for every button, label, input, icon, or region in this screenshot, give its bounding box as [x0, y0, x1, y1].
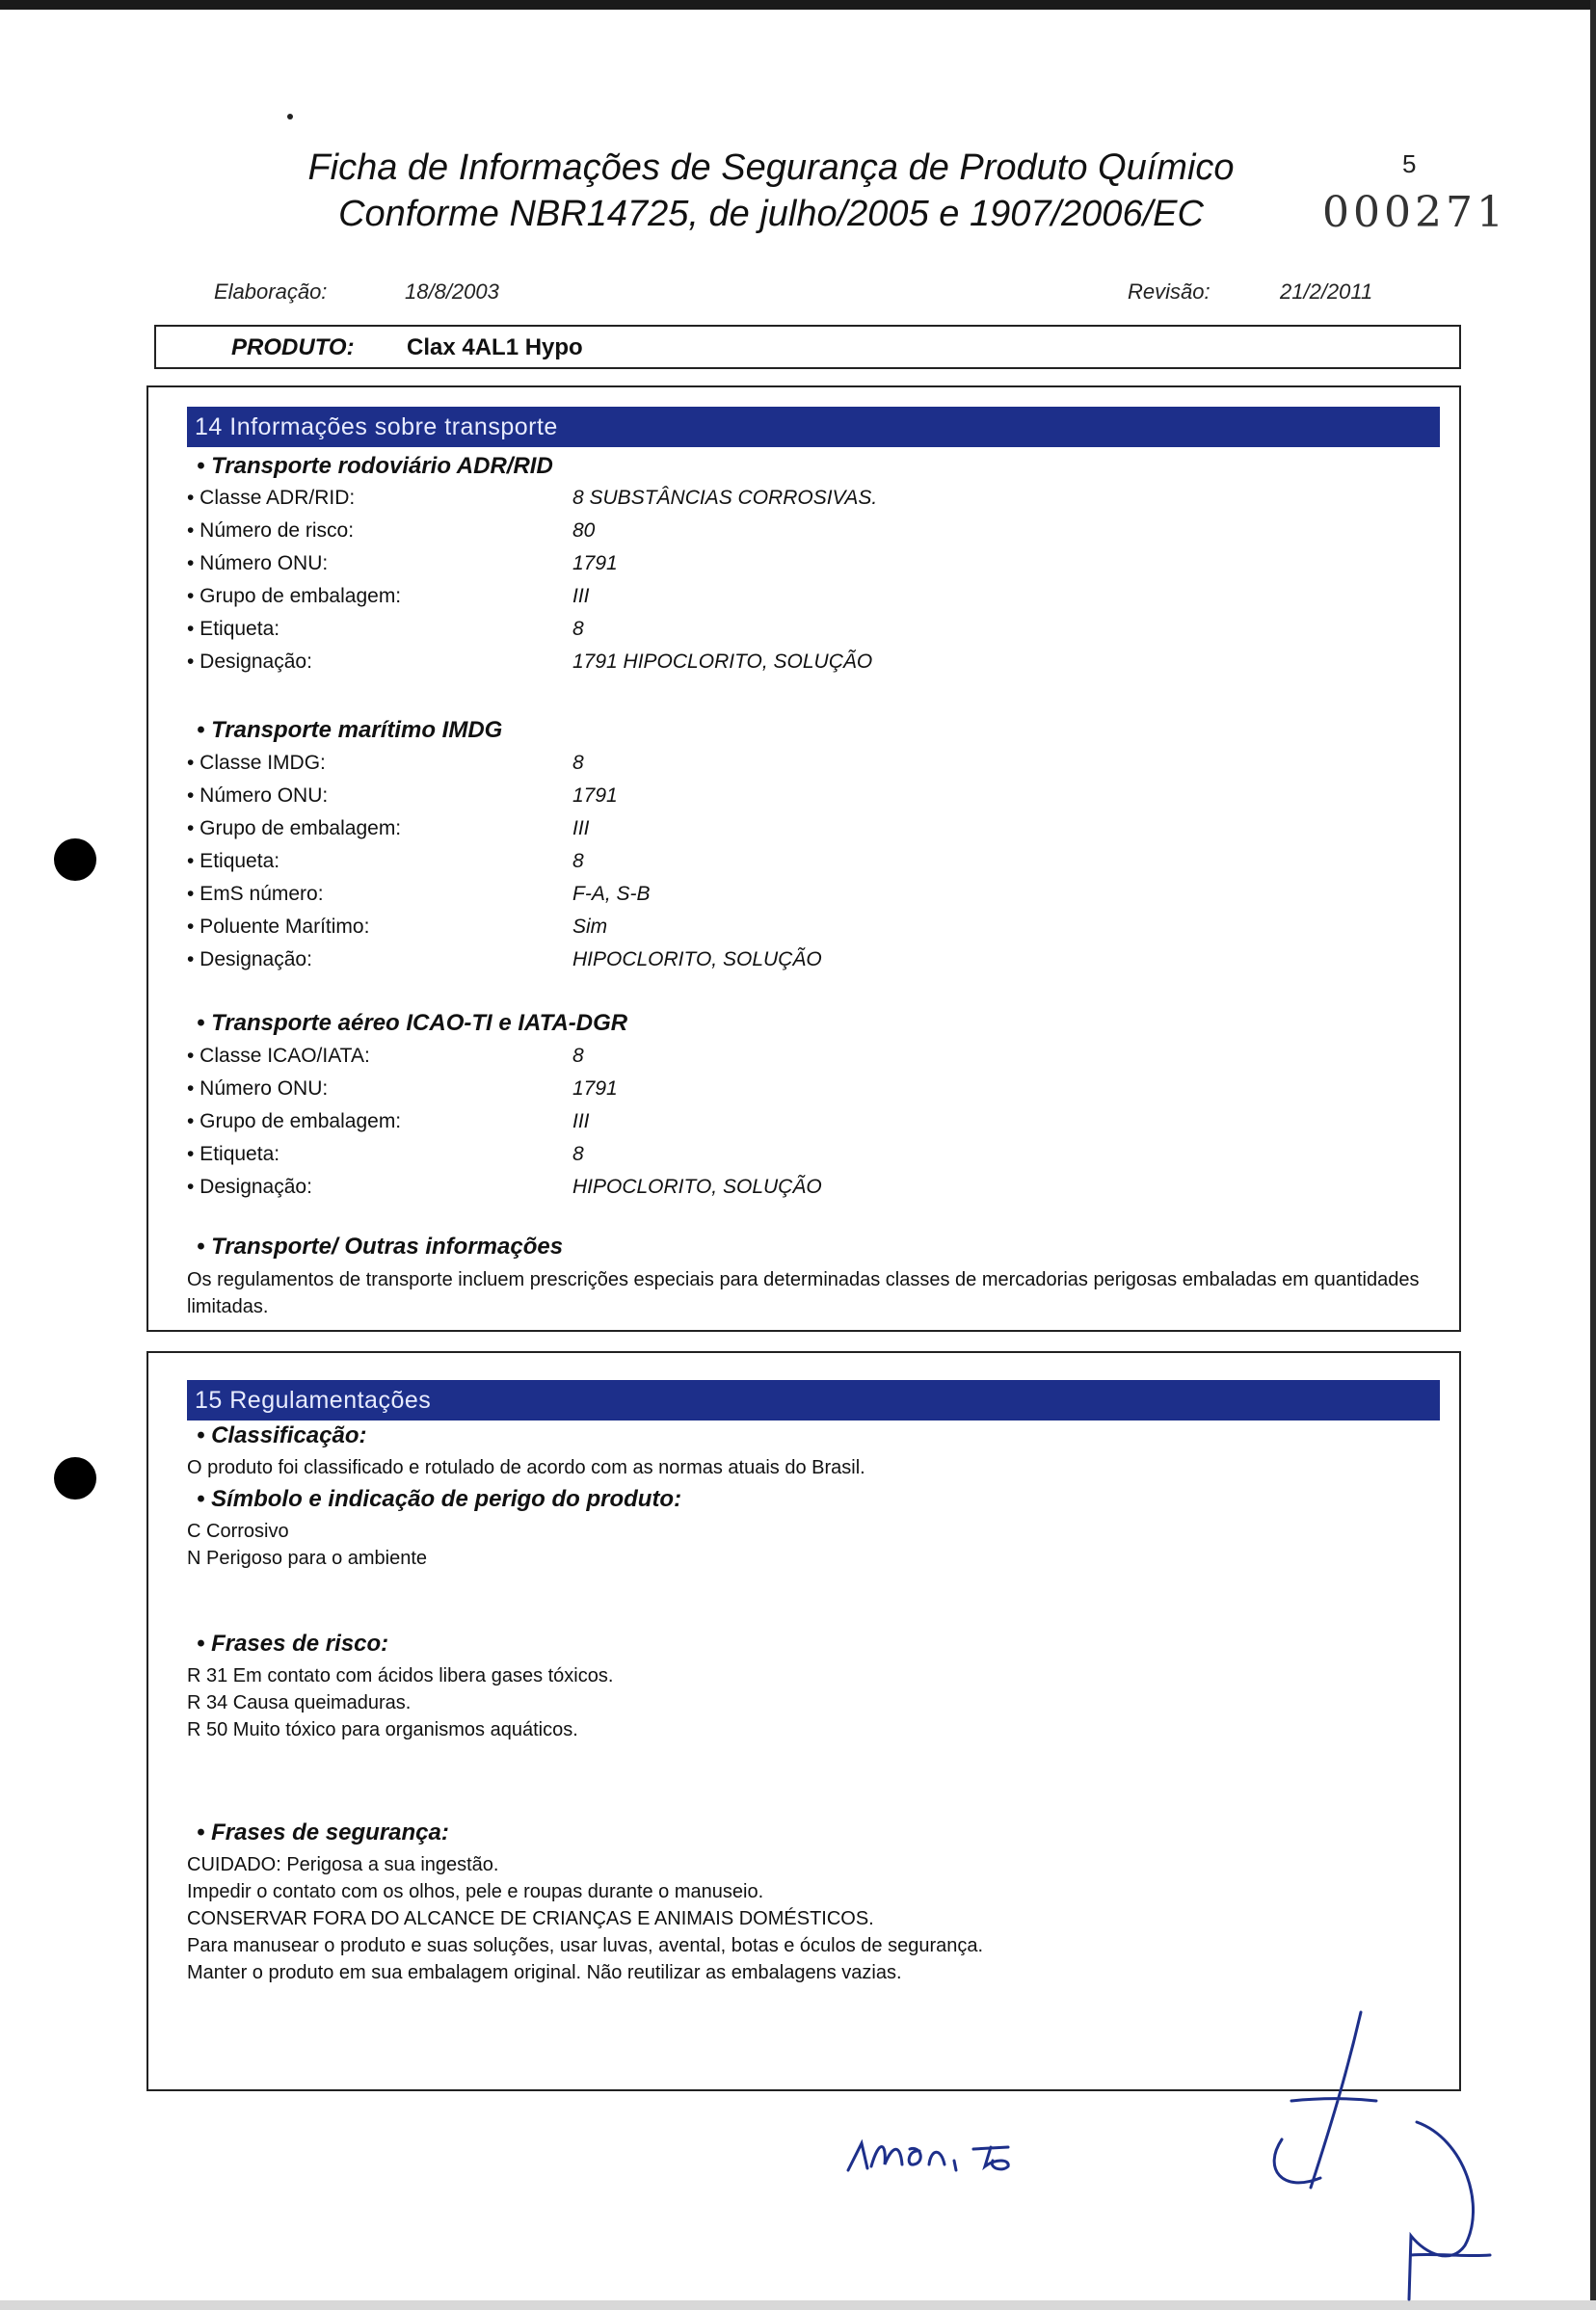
page-edge-right — [1590, 0, 1596, 2310]
product-box — [154, 325, 1461, 369]
sea-row-key: • Etiqueta: — [187, 850, 280, 872]
safety-line: Para manusear o produto e suas soluções, usar luvas, avental, botas e óculos de segurança. — [187, 1935, 984, 1956]
air-row — [187, 1110, 1440, 1141]
air-row-value: 8 — [572, 1045, 584, 1067]
sea-row — [187, 916, 1440, 946]
risk-line: R 31 Em contato com ácidos libera gases tóxicos. — [187, 1665, 614, 1686]
road-row-key: • Designação: — [187, 651, 312, 673]
road-row — [187, 519, 1440, 550]
road-row-value: 80 — [572, 519, 596, 542]
air-row — [187, 1045, 1440, 1075]
elaboracao-value: 18/8/2003 — [405, 279, 499, 304]
air-row-key: • Número ONU: — [187, 1077, 329, 1100]
air-row-key: • Designação: — [187, 1176, 312, 1198]
road-row — [187, 618, 1440, 649]
other-transport-text: Os regulamentos de transporte incluem prescrições especiais para determinadas classes de mercadorias perigosas embaladas em quantidades limitadas. — [187, 1269, 1420, 1317]
road-row — [187, 552, 1440, 583]
revisao-label: Revisão: — [1128, 279, 1210, 304]
other-transport-title: • Transporte/ Outras informações — [197, 1234, 564, 1260]
product-name: Clax 4AL1 Hypo — [407, 334, 583, 360]
air-row — [187, 1077, 1440, 1108]
safety-line: CONSERVAR FORA DO ALCANCE DE CRIANÇAS E ANIMAIS DOMÉSTICOS. — [187, 1908, 874, 1929]
punch-hole-bottom — [54, 1457, 96, 1500]
road-row-key: • Grupo de embalagem: — [187, 585, 402, 607]
sea-row-value: Sim — [572, 916, 608, 938]
sea-row — [187, 948, 1440, 979]
air-row — [187, 1176, 1440, 1207]
sea-row-value: 8 — [572, 752, 584, 774]
sea-row-value: F-A, S-B — [572, 883, 651, 905]
sea-row-value: III — [572, 817, 590, 839]
sea-row-key: • Poluente Marítimo: — [187, 916, 370, 938]
product-label: PRODUTO: — [231, 334, 355, 360]
section-15-regulations — [146, 1351, 1461, 2091]
punch-hole-top — [54, 838, 96, 881]
risk-line: R 34 Causa queimaduras. — [187, 1692, 412, 1713]
sea-row-key: • Grupo de embalagem: — [187, 817, 402, 839]
air-row-key: • Etiqueta: — [187, 1143, 280, 1165]
elaboracao-label: Elaboração: — [214, 279, 328, 304]
road-row-value: 1791 — [572, 552, 618, 574]
sea-row-key: • Designação: — [187, 948, 312, 970]
sea-row — [187, 752, 1440, 783]
road-row-key: • Número de risco: — [187, 519, 355, 542]
handwritten-note-signature — [829, 2111, 1060, 2197]
air-row — [187, 1143, 1440, 1174]
air-transport-title: • Transporte aéreo ICAO-TI e IATA-DGR — [197, 1010, 628, 1036]
revisao-value: 21/2/2011 — [1280, 279, 1373, 304]
air-row-value: 8 — [572, 1143, 584, 1165]
safety-line: Impedir o contato com os olhos, pele e roupas durante o manuseio. — [187, 1881, 764, 1902]
road-row — [187, 651, 1440, 681]
section-14-transport — [146, 385, 1461, 1332]
sea-transport-title: • Transporte marítimo IMDG — [197, 717, 503, 743]
risk-title: • Frases de risco: — [197, 1631, 389, 1657]
road-row-key: • Classe ADR/RID: — [187, 487, 356, 509]
road-row — [187, 487, 1440, 518]
sea-row — [187, 883, 1440, 914]
sea-row-value: 1791 — [572, 784, 618, 807]
safety-line: Manter o produto em sua embalagem original. Não reutilizar as embalagens vazias. — [187, 1962, 902, 1983]
title-line-2: Conforme NBR14725, de julho/2005 e 1907/2006/EC — [338, 194, 1204, 234]
speck — [287, 114, 293, 119]
road-row-key: • Etiqueta: — [187, 618, 280, 640]
section-14-header: 14 Informações sobre transporte — [187, 407, 1440, 447]
document-title — [289, 145, 1253, 237]
signature-mark — [1397, 2111, 1503, 2303]
road-row-value: 8 — [572, 618, 584, 640]
road-row-key: • Número ONU: — [187, 552, 329, 574]
sea-row — [187, 817, 1440, 848]
page-number: 5 — [1402, 149, 1417, 178]
sea-row-value: 8 — [572, 850, 584, 872]
stamp-number: 000271 — [1322, 188, 1507, 237]
risk-line: R 50 Muito tóxico para organismos aquáticos. — [187, 1719, 578, 1740]
road-row-value: 8 SUBSTÂNCIAS CORROSIVAS. — [572, 487, 878, 509]
classification-title: • Classificação: — [197, 1422, 367, 1448]
page-edge-bottom — [0, 2300, 1596, 2310]
signature-initials — [1253, 2005, 1378, 2207]
air-row-key: • Grupo de embalagem: — [187, 1110, 402, 1132]
air-row-value: 1791 — [572, 1077, 618, 1100]
sea-row-key: • EmS número: — [187, 883, 324, 905]
symbol-line: N Perigoso para o ambiente — [187, 1548, 428, 1569]
title-line-1: Ficha de Informações de Segurança de Produto Químico — [307, 147, 1235, 188]
symbol-line: C Corrosivo — [187, 1521, 289, 1542]
classification-text: O produto foi classificado e rotulado de acordo com as normas atuais do Brasil. — [187, 1457, 865, 1478]
road-row — [187, 585, 1440, 616]
sea-row — [187, 850, 1440, 881]
road-transport-title: • Transporte rodoviário ADR/RID — [197, 453, 553, 479]
road-row-value: 1791 HIPOCLORITO, SOLUÇÃO — [572, 651, 873, 673]
safety-line: CUIDADO: Perigosa a sua ingestão. — [187, 1854, 499, 1875]
air-row-key: • Classe ICAO/IATA: — [187, 1045, 370, 1067]
section-15-header: 15 Regulamentações — [187, 1380, 1440, 1421]
symbol-title: • Símbolo e indicação de perigo do produto: — [197, 1486, 682, 1512]
page-edge-top — [0, 0, 1596, 10]
sea-row-key: • Número ONU: — [187, 784, 329, 807]
road-row-value: III — [572, 585, 590, 607]
safety-title: • Frases de segurança: — [197, 1819, 449, 1845]
air-row-value: III — [572, 1110, 590, 1132]
sea-row-key: • Classe IMDG: — [187, 752, 326, 774]
air-row-value: HIPOCLORITO, SOLUÇÃO — [572, 1176, 822, 1198]
sea-row — [187, 784, 1440, 815]
sea-row-value: HIPOCLORITO, SOLUÇÃO — [572, 948, 822, 970]
